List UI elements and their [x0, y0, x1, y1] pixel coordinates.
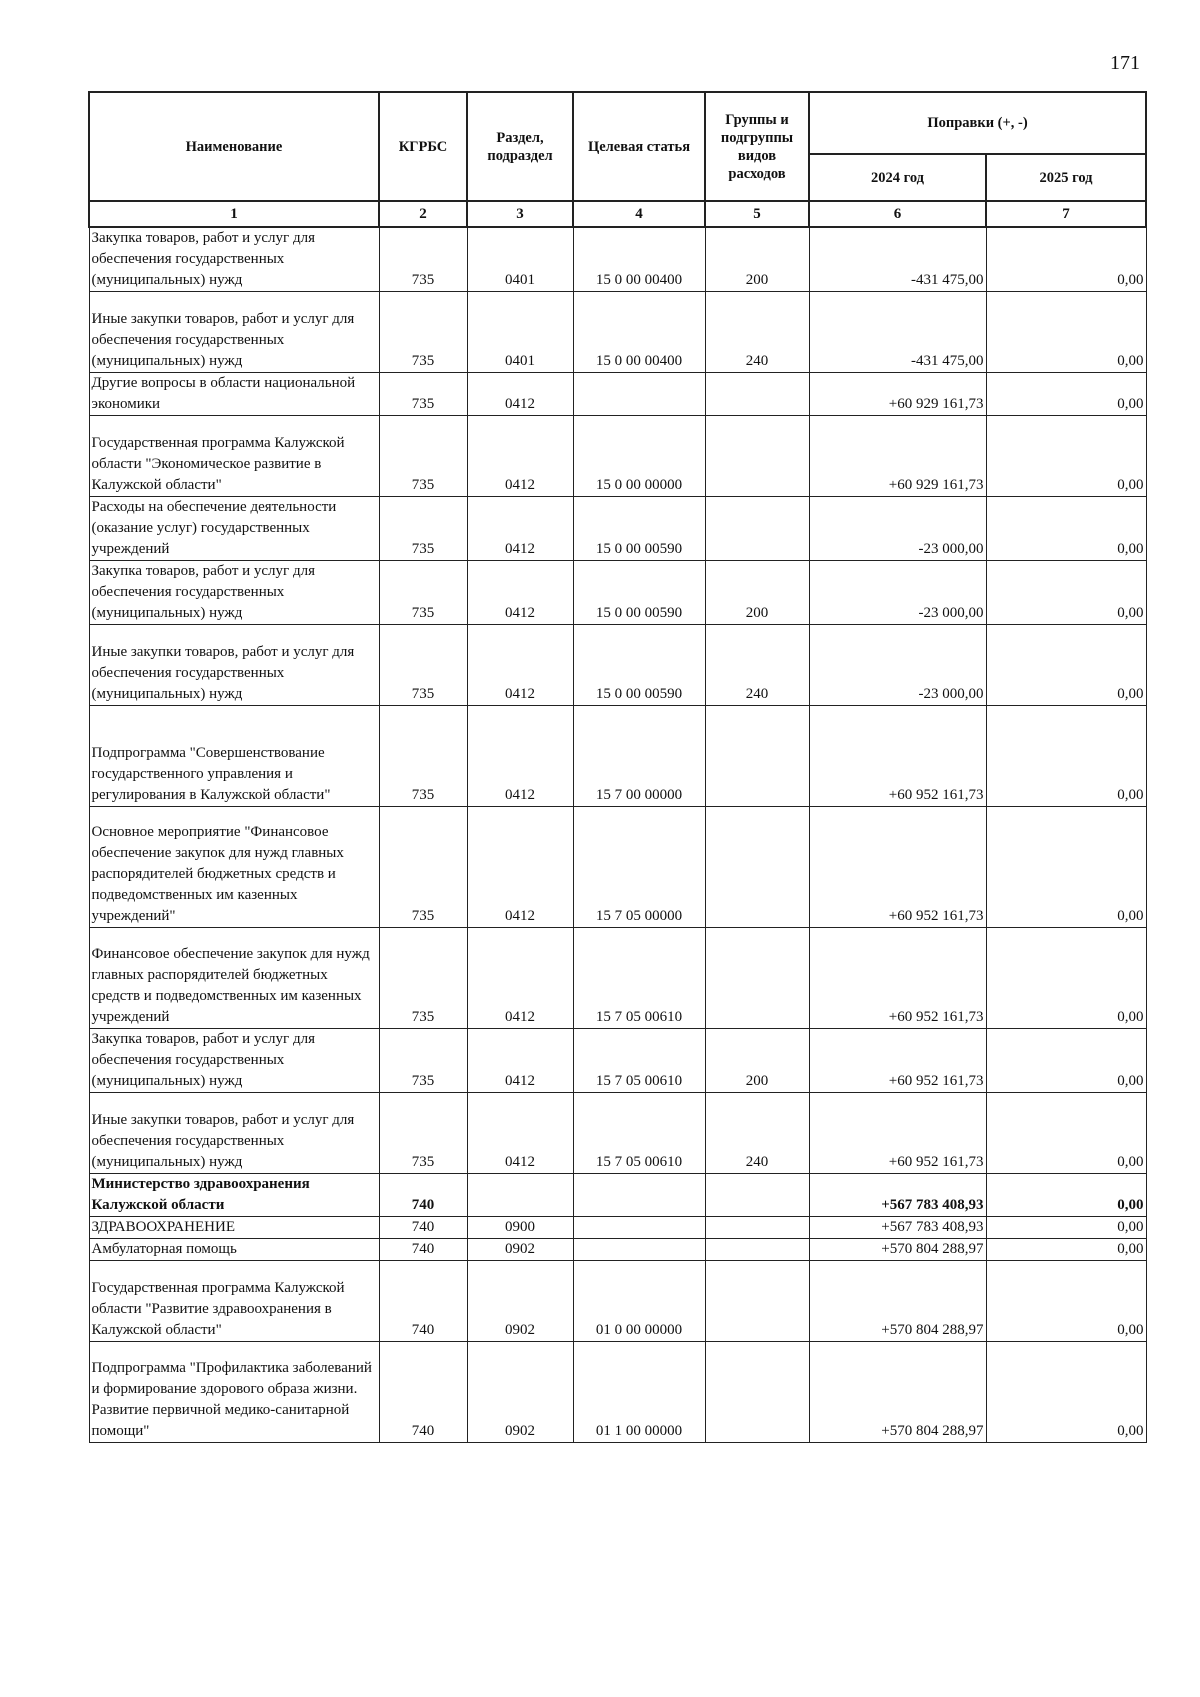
cell-name: Государственная программа Калужской области "Экономическое развитие в Калужской области": [89, 416, 379, 497]
table-row: [89, 497, 1146, 561]
cell-section: 0401: [467, 227, 573, 292]
cell-amount-2025: 0,00: [986, 1217, 1146, 1239]
cell-kgrbs: 740: [379, 1217, 467, 1239]
column-number: 5: [705, 201, 809, 227]
cell-amount-2025: 0,00: [986, 1342, 1146, 1443]
cell-section: 0412: [467, 561, 573, 625]
cell-section: 0412: [467, 373, 573, 416]
cell-group: 240: [705, 625, 809, 706]
cell-name: Амбулаторная помощь: [89, 1239, 379, 1261]
cell-target: 15 0 00 00400: [573, 292, 705, 373]
cell-group: 240: [705, 292, 809, 373]
cell-group: [705, 1217, 809, 1239]
header-groups: Группы и подгруппы видов расходов: [705, 92, 809, 201]
cell-kgrbs: 740: [379, 1261, 467, 1342]
cell-section: 0900: [467, 1217, 573, 1239]
column-number: 2: [379, 201, 467, 227]
table-row: [89, 1239, 1146, 1261]
header-name: Наименование: [89, 92, 379, 201]
table-body: [89, 227, 1146, 1443]
page-number: 171: [1110, 52, 1140, 74]
header-section: Раздел, подраздел: [467, 92, 573, 201]
cell-amount-2025: 0,00: [986, 1029, 1146, 1093]
cell-amount-2024: +570 804 288,97: [809, 1239, 986, 1261]
table-row: [89, 1217, 1146, 1239]
cell-target: 15 7 00 00000: [573, 706, 705, 807]
cell-kgrbs: 735: [379, 1029, 467, 1093]
cell-amount-2024: +570 804 288,97: [809, 1261, 986, 1342]
cell-name: Закупка товаров, работ и услуг для обеспечения государственных (муниципальных) нужд: [89, 227, 379, 292]
cell-target: 15 0 00 00400: [573, 227, 705, 292]
cell-amount-2024: +567 783 408,93: [809, 1174, 986, 1217]
cell-name: Другие вопросы в области национальной экономики: [89, 373, 379, 416]
header-amendments: Поправки (+, -): [809, 92, 1146, 154]
cell-target: 15 0 00 00590: [573, 625, 705, 706]
cell-section: 0902: [467, 1239, 573, 1261]
cell-group: [705, 1239, 809, 1261]
cell-section: 0412: [467, 416, 573, 497]
cell-target: 15 0 00 00590: [573, 561, 705, 625]
cell-amount-2024: +567 783 408,93: [809, 1217, 986, 1239]
column-number: 4: [573, 201, 705, 227]
cell-section: 0412: [467, 1093, 573, 1174]
header-year-2025: 2025 год: [986, 154, 1146, 201]
cell-amount-2025: 0,00: [986, 1239, 1146, 1261]
table-row: [89, 807, 1146, 928]
cell-group: 200: [705, 561, 809, 625]
cell-amount-2024: +60 952 161,73: [809, 807, 986, 928]
cell-amount-2024: +570 804 288,97: [809, 1342, 986, 1443]
cell-name: ЗДРАВООХРАНЕНИЕ: [89, 1217, 379, 1239]
cell-kgrbs: 735: [379, 497, 467, 561]
cell-section: 0412: [467, 625, 573, 706]
cell-target: 15 7 05 00610: [573, 1029, 705, 1093]
cell-name: Расходы на обеспечение деятельности (оказание услуг) государственных учреждений: [89, 497, 379, 561]
column-number: 7: [986, 201, 1146, 227]
table-row: [89, 1029, 1146, 1093]
table-row: [89, 1093, 1146, 1174]
cell-section: 0412: [467, 706, 573, 807]
cell-group: [705, 1342, 809, 1443]
cell-group: [705, 928, 809, 1029]
cell-kgrbs: 735: [379, 1093, 467, 1174]
cell-amount-2024: -431 475,00: [809, 227, 986, 292]
table-row: [89, 292, 1146, 373]
cell-amount-2024: +60 929 161,73: [809, 416, 986, 497]
cell-name: Государственная программа Калужской области "Развитие здравоохранения в Калужской области": [89, 1261, 379, 1342]
cell-amount-2024: -23 000,00: [809, 625, 986, 706]
cell-target: [573, 1174, 705, 1217]
column-numbers-row: [89, 201, 1146, 227]
cell-kgrbs: 735: [379, 373, 467, 416]
column-number: 6: [809, 201, 986, 227]
cell-group: 200: [705, 227, 809, 292]
cell-section: 0412: [467, 497, 573, 561]
cell-kgrbs: 735: [379, 292, 467, 373]
cell-kgrbs: 740: [379, 1239, 467, 1261]
header-kgrbs: КГРБС: [379, 92, 467, 201]
table-row: [89, 416, 1146, 497]
cell-section: 0902: [467, 1342, 573, 1443]
cell-amount-2024: -23 000,00: [809, 561, 986, 625]
cell-amount-2024: +60 952 161,73: [809, 928, 986, 1029]
cell-target: 01 0 00 00000: [573, 1261, 705, 1342]
cell-amount-2025: 0,00: [986, 416, 1146, 497]
table-row: [89, 706, 1146, 807]
cell-section: [467, 1174, 573, 1217]
cell-target: 01 1 00 00000: [573, 1342, 705, 1443]
cell-amount-2025: 0,00: [986, 706, 1146, 807]
table-row: [89, 928, 1146, 1029]
cell-group: [705, 416, 809, 497]
cell-group: 200: [705, 1029, 809, 1093]
budget-amendments-table: [88, 91, 1147, 1443]
cell-name: Закупка товаров, работ и услуг для обеспечения государственных (муниципальных) нужд: [89, 1029, 379, 1093]
cell-amount-2024: +60 952 161,73: [809, 1029, 986, 1093]
cell-section: 0902: [467, 1261, 573, 1342]
cell-kgrbs: 735: [379, 561, 467, 625]
table-row: [89, 373, 1146, 416]
cell-kgrbs: 735: [379, 625, 467, 706]
cell-group: [705, 706, 809, 807]
cell-amount-2025: 0,00: [986, 1093, 1146, 1174]
cell-group: 240: [705, 1093, 809, 1174]
cell-name: Закупка товаров, работ и услуг для обеспечения государственных (муниципальных) нужд: [89, 561, 379, 625]
cell-group: [705, 373, 809, 416]
cell-amount-2025: 0,00: [986, 807, 1146, 928]
cell-amount-2025: 0,00: [986, 497, 1146, 561]
cell-section: 0412: [467, 928, 573, 1029]
cell-target: [573, 1239, 705, 1261]
cell-section: 0401: [467, 292, 573, 373]
cell-kgrbs: 735: [379, 807, 467, 928]
cell-amount-2025: 0,00: [986, 928, 1146, 1029]
header-target: Целевая статья: [573, 92, 705, 201]
cell-amount-2025: 0,00: [986, 561, 1146, 625]
table-row: [89, 625, 1146, 706]
cell-amount-2024: +60 952 161,73: [809, 706, 986, 807]
cell-amount-2025: 0,00: [986, 292, 1146, 373]
cell-kgrbs: 735: [379, 227, 467, 292]
cell-group: [705, 807, 809, 928]
table-row: [89, 227, 1146, 292]
cell-name: Министерство здравоохранения Калужской области: [89, 1174, 379, 1217]
cell-amount-2024: +60 929 161,73: [809, 373, 986, 416]
cell-amount-2025: 0,00: [986, 1174, 1146, 1217]
cell-target: 15 0 00 00000: [573, 416, 705, 497]
header-year-2024: 2024 год: [809, 154, 986, 201]
cell-name: Иные закупки товаров, работ и услуг для обеспечения государственных (муниципальных) нужд: [89, 1093, 379, 1174]
column-number: 3: [467, 201, 573, 227]
cell-target: 15 7 05 00610: [573, 1093, 705, 1174]
table-row: [89, 1342, 1146, 1443]
cell-group: [705, 1174, 809, 1217]
cell-name: Подпрограмма "Совершенствование государственного управления и регулирования в Калужской области": [89, 706, 379, 807]
cell-target: [573, 1217, 705, 1239]
cell-amount-2024: -431 475,00: [809, 292, 986, 373]
cell-name: Основное мероприятие "Финансовое обеспечение закупок для нужд главных распорядителей бюджетных средств и подведомственных им казенных учреждений": [89, 807, 379, 928]
table-row: [89, 561, 1146, 625]
cell-group: [705, 1261, 809, 1342]
cell-amount-2025: 0,00: [986, 1261, 1146, 1342]
table-row: [89, 1174, 1146, 1217]
cell-section: 0412: [467, 807, 573, 928]
cell-kgrbs: 740: [379, 1174, 467, 1217]
cell-amount-2024: -23 000,00: [809, 497, 986, 561]
cell-target: 15 7 05 00000: [573, 807, 705, 928]
cell-section: 0412: [467, 1029, 573, 1093]
cell-name: Иные закупки товаров, работ и услуг для обеспечения государственных (муниципальных) нужд: [89, 292, 379, 373]
cell-amount-2025: 0,00: [986, 227, 1146, 292]
cell-kgrbs: 740: [379, 1342, 467, 1443]
cell-amount-2025: 0,00: [986, 625, 1146, 706]
cell-target: [573, 373, 705, 416]
cell-name: Иные закупки товаров, работ и услуг для обеспечения государственных (муниципальных) нужд: [89, 625, 379, 706]
column-number: 1: [89, 201, 379, 227]
cell-kgrbs: 735: [379, 706, 467, 807]
cell-amount-2025: 0,00: [986, 373, 1146, 416]
cell-kgrbs: 735: [379, 928, 467, 1029]
cell-target: 15 0 00 00590: [573, 497, 705, 561]
cell-kgrbs: 735: [379, 416, 467, 497]
cell-amount-2024: +60 952 161,73: [809, 1093, 986, 1174]
table-header-row: [89, 92, 1146, 154]
cell-group: [705, 497, 809, 561]
table-row: [89, 1261, 1146, 1342]
cell-target: 15 7 05 00610: [573, 928, 705, 1029]
cell-name: Подпрограмма "Профилактика заболеваний и формирование здорового образа жизни. Развитие первичной медико-санитарной помощи": [89, 1342, 379, 1443]
cell-name: Финансовое обеспечение закупок для нужд главных распорядителей бюджетных средств и подведомственных им казенных учреждений: [89, 928, 379, 1029]
